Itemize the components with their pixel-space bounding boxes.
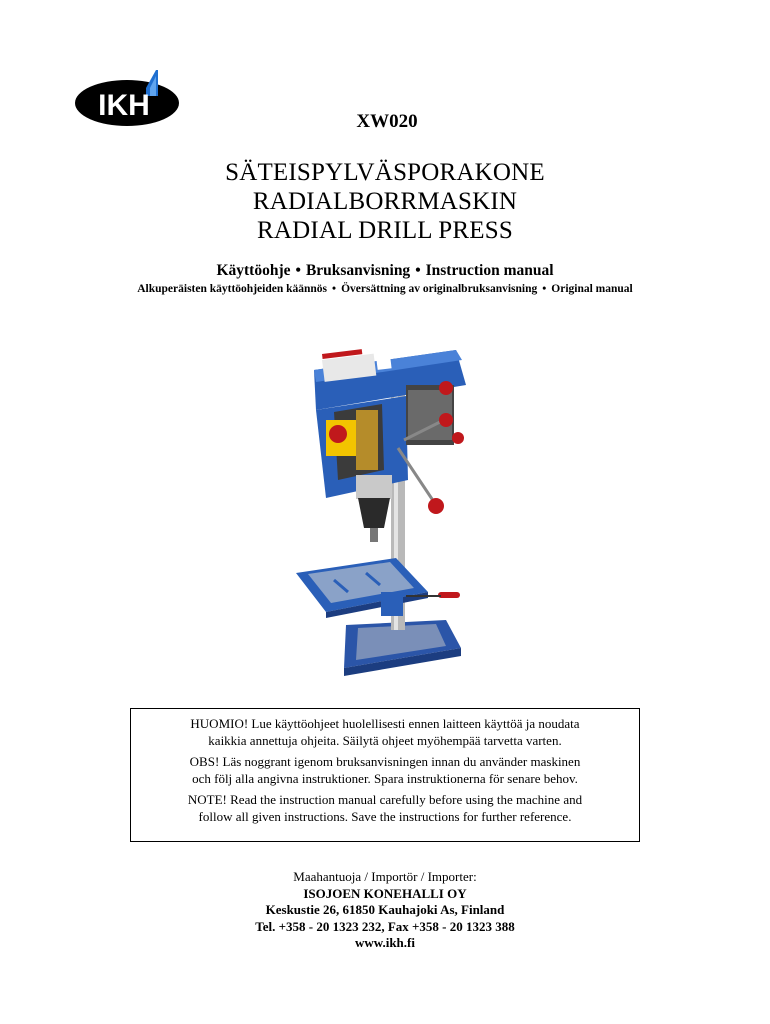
subline-fi: Alkuperäisten käyttöohjeiden käännös bbox=[137, 283, 328, 295]
notice-en-line-2: follow all given instructions. Save the instructions for further reference. bbox=[198, 809, 572, 824]
notice-fi-line-1: HUOMIO! Lue käyttöohjeet huolellisesti ennen laitteen käyttöä ja noudata bbox=[190, 716, 580, 731]
notice-en-line-1: NOTE! Read the instruction manual carefully before using the machine and bbox=[187, 792, 583, 807]
importer-info bbox=[0, 869, 770, 952]
manual-type bbox=[0, 262, 770, 280]
logo-text: IKH bbox=[98, 89, 150, 122]
subtitle-sv: Bruksanvisning bbox=[305, 262, 411, 279]
separator: • bbox=[295, 262, 301, 279]
notice-sv-line-2: och följ alla angivna instruktioner. Spara instruktionerna för senare behov. bbox=[192, 771, 578, 786]
notice-fi-line-2: kaikkia annettuja ohjeita. Säilytä ohjeet myöhempää tarvetta varten. bbox=[208, 733, 562, 748]
title-line-en: RADIAL DRILL PRESS bbox=[257, 217, 513, 244]
subline-sv: Översättning av originalbruksanvisning bbox=[341, 283, 538, 295]
notice-sv bbox=[131, 753, 639, 787]
safety-notice bbox=[130, 708, 640, 842]
subtitle-fi: Käyttöohje bbox=[216, 262, 291, 279]
title-line-sv: RADIALBORRMASKIN bbox=[252, 188, 518, 215]
title-line-fi: SÄTEISPYLVÄSPORAKONE bbox=[225, 159, 545, 186]
separator: • bbox=[415, 262, 421, 279]
subline-en: Original manual bbox=[551, 283, 633, 295]
model-number: XW020 bbox=[356, 111, 418, 132]
importer-phone: Tel. +358 - 20 1323 232, Fax +358 - 20 1323 388 bbox=[255, 918, 515, 934]
notice-sv-line-1: OBS! Läs noggrant igenom bruksanvisningen innan du använder maskinen bbox=[189, 754, 581, 769]
importer-website: www.ikh.fi bbox=[355, 935, 415, 950]
importer-address: Keskustie 26, 61850 Kauhajoki As, Finland bbox=[265, 902, 505, 917]
notice-fi bbox=[131, 715, 639, 749]
separator: • bbox=[542, 283, 547, 295]
importer-company: ISOJOEN KONEHALLI OY bbox=[303, 885, 467, 901]
separator: • bbox=[332, 283, 337, 295]
translation-note bbox=[0, 283, 770, 295]
subtitle-en: Instruction manual bbox=[425, 262, 554, 279]
importer-label: Maahantuoja / Importör / Importer: bbox=[293, 869, 477, 884]
drill-press-image bbox=[286, 330, 476, 680]
notice-en bbox=[131, 791, 639, 825]
page-title bbox=[0, 158, 770, 245]
